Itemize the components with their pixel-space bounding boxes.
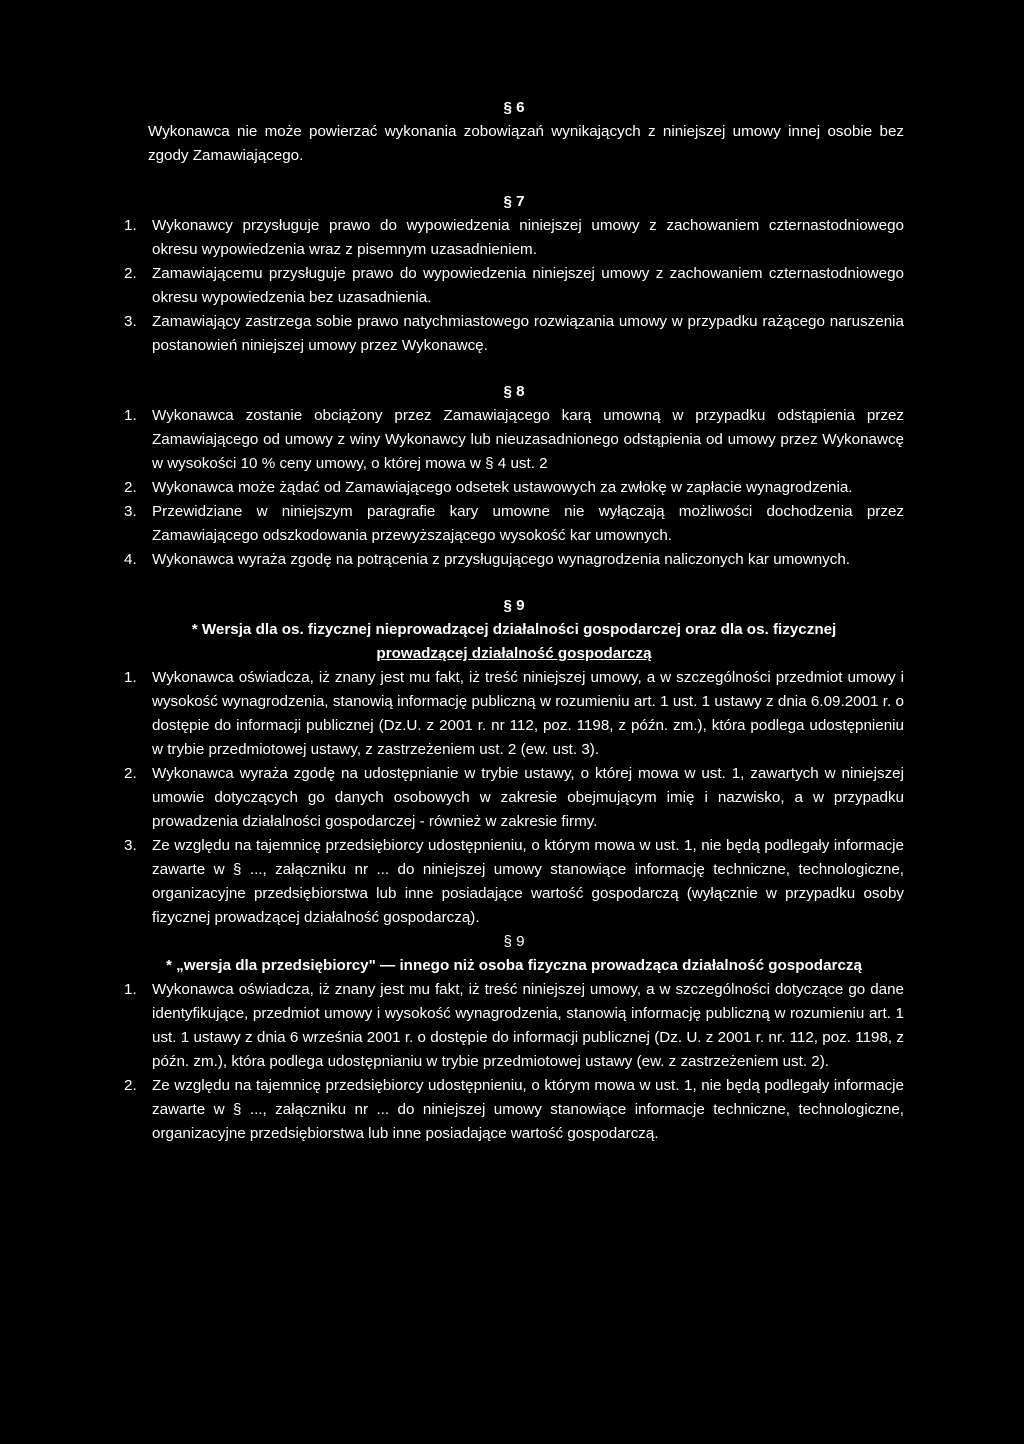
section-8-item — [124, 548, 904, 572]
section-9b-heading: § 9 — [503, 933, 525, 950]
section-6-heading: § 6 — [503, 99, 525, 116]
section-9a-item — [124, 762, 904, 834]
section-8-item — [124, 476, 904, 500]
item-text: Wykonawca zostanie obciążony przez Zamawiającego karą umowną w przypadku odstąpienia przez Zamawiającego od umowy z winy Wykonawcy lub nieuzasadnionego odstąpienia od umowy przez Wykonawcę w wysokości 10 % ceny umowy, o której mowa w § 4 ust. 2 — [152, 407, 904, 472]
item-number: 2. — [124, 1077, 137, 1094]
item-text: Przewidziane w niniejszym paragrafie kary umowne nie wyłączają możliwości dochodzenia przez Zamawiającego odszkodowania przewyższającego wysokość kar umownych. — [152, 503, 904, 544]
item-text: Ze względu na tajemnicę przedsiębiorcy udostępnieniu, o którym mowa w ust. 1, nie będą podlegały informacje zawarte w § ..., załączniku nr ... do niniejszej umowy stanowiące informację techniczne, technologiczne, organizacyjne przedsiębiorstwa lub inne posiadające wartość gospodarczą (wyłącznie w przypadku osoby fizycznej prowadzącej działalność gospodarczą). — [152, 837, 904, 926]
item-text: Zamawiającemu przysługuje prawo do wypowiedzenia niniejszej umowy z zachowaniem czternastodniowego okresu wypowiedzenia bez uzasadnienia. — [152, 265, 904, 306]
section-9a-item — [124, 666, 904, 762]
item-text: Wykonawca wyraża zgodę na potrącenia z przysługującego wynagrodzenia naliczonych kar umownych. — [152, 551, 851, 568]
section-9a-subtitle: * Wersja dla os. fizycznej nieprowadzącej działalności gospodarczej oraz dla os. fizycznej — [191, 621, 837, 638]
item-text: Wykonawca oświadcza, iż znany jest mu fakt, iż treść niniejszej umowy, a w szczególności przedmiot umowy i wysokość wynagrodzenia, stanowią informację publiczną w rozumieniu art. 1 ust. 1 ustawy z dnia 6.09.2001 r. o dostępie do informacji publicznej (Dz.U. z 2001 r. nr 112, poz. 1198, z późn. zm.), która podlega udostępnieniu w trybie przedmiotowej ustawy, z zastrzeżeniem ust. 2 (ew. ust. 3). — [152, 669, 904, 758]
item-text: Wykonawca wyraża zgodę na udostępnianie w trybie ustawy, o której mowa w ust. 1, zawartych w niniejszej umowie dotyczących go danych osobowych w zakresie obejmującym imię i nazwisko, a w przypadku prowadzenia działalności gospodarczej - również w zakresie firmy. — [152, 765, 904, 830]
section-7-heading: § 7 — [503, 193, 525, 210]
item-number: 3. — [124, 313, 137, 330]
item-text: Wykonawcy przysługuje prawo do wypowiedzenia niniejszej umowy z zachowaniem czternastodniowego okresu wypowiedzenia wraz z pisemnym uzasadnieniem. — [152, 217, 904, 258]
item-number: 3. — [124, 503, 137, 520]
section-9b-item — [124, 1074, 904, 1146]
item-number: 1. — [124, 217, 137, 234]
item-number: 1. — [124, 407, 137, 424]
item-number: 2. — [124, 765, 137, 782]
section-9b-item — [124, 978, 904, 1074]
section-6-text: Wykonawca nie może powierzać wykonania zobowiązań wynikających z niniejszej umowy innej osobie bez zgody Zamawiającego. — [148, 123, 904, 164]
document-page — [124, 96, 904, 1146]
item-text: Ze względu na tajemnicę przedsiębiorcy udostępnieniu, o którym mowa w ust. 1, nie będą podlegały informacje zawarte w § ..., załączniku nr ... do niniejszej umowy stanowiące informacje techniczne, technologiczne, organizacyjne przedsiębiorstwa lub inne posiadające wartość gospodarczą. — [152, 1077, 904, 1142]
section-9b-subtitle: * „wersja dla przedsiębiorcy" — innego niż osoba fizyczna prowadząca działalność gospodarczą — [166, 957, 862, 974]
item-number: 1. — [124, 981, 137, 998]
section-7-item — [124, 214, 904, 262]
item-number: 1. — [124, 669, 137, 686]
section-9a-heading: § 9 — [503, 597, 525, 614]
item-number: 4. — [124, 551, 137, 568]
item-number: 2. — [124, 265, 137, 282]
item-text: Wykonawca oświadcza, iż znany jest mu fakt, iż treść niniejszej umowy, a w szczególności dotyczące go dane identyfikujące, przedmiot umowy i wysokość wynagrodzenia, stanowią informację publiczną w rozumieniu art. 1 ust. 1 ustawy z dnia 6 września 2001 r. o dostępie do informacji publicznej (Dz. U. z 2001 r. nr. 112, poz. 1198, z późn. zm.), która podlega udostępnianiu w trybie przedmiotowej ustawy (ew. z zastrzeżeniem ust. 2). — [152, 981, 904, 1070]
item-number: 2. — [124, 479, 137, 496]
section-8-item — [124, 500, 904, 548]
section-9a-item — [124, 834, 904, 930]
item-text: Wykonawca może żądać od Zamawiającego odsetek ustawowych za zwłokę w zapłacie wynagrodzenia. — [152, 479, 853, 496]
item-number: 3. — [124, 837, 137, 854]
section-7-item — [124, 262, 904, 310]
section-7-item — [124, 310, 904, 358]
section-9a-subtitle-line2 — [124, 642, 904, 666]
section-9a-subtitle-line2-text: prowadzącej działalność gospodarczą — [376, 645, 652, 662]
section-8-item — [124, 404, 904, 476]
section-8-heading: § 8 — [503, 383, 525, 400]
item-text: Zamawiający zastrzega sobie prawo natychmiastowego rozwiązania umowy w przypadku rażącego naruszenia postanowień niniejszej umowy przez Wykonawcę. — [152, 313, 904, 354]
